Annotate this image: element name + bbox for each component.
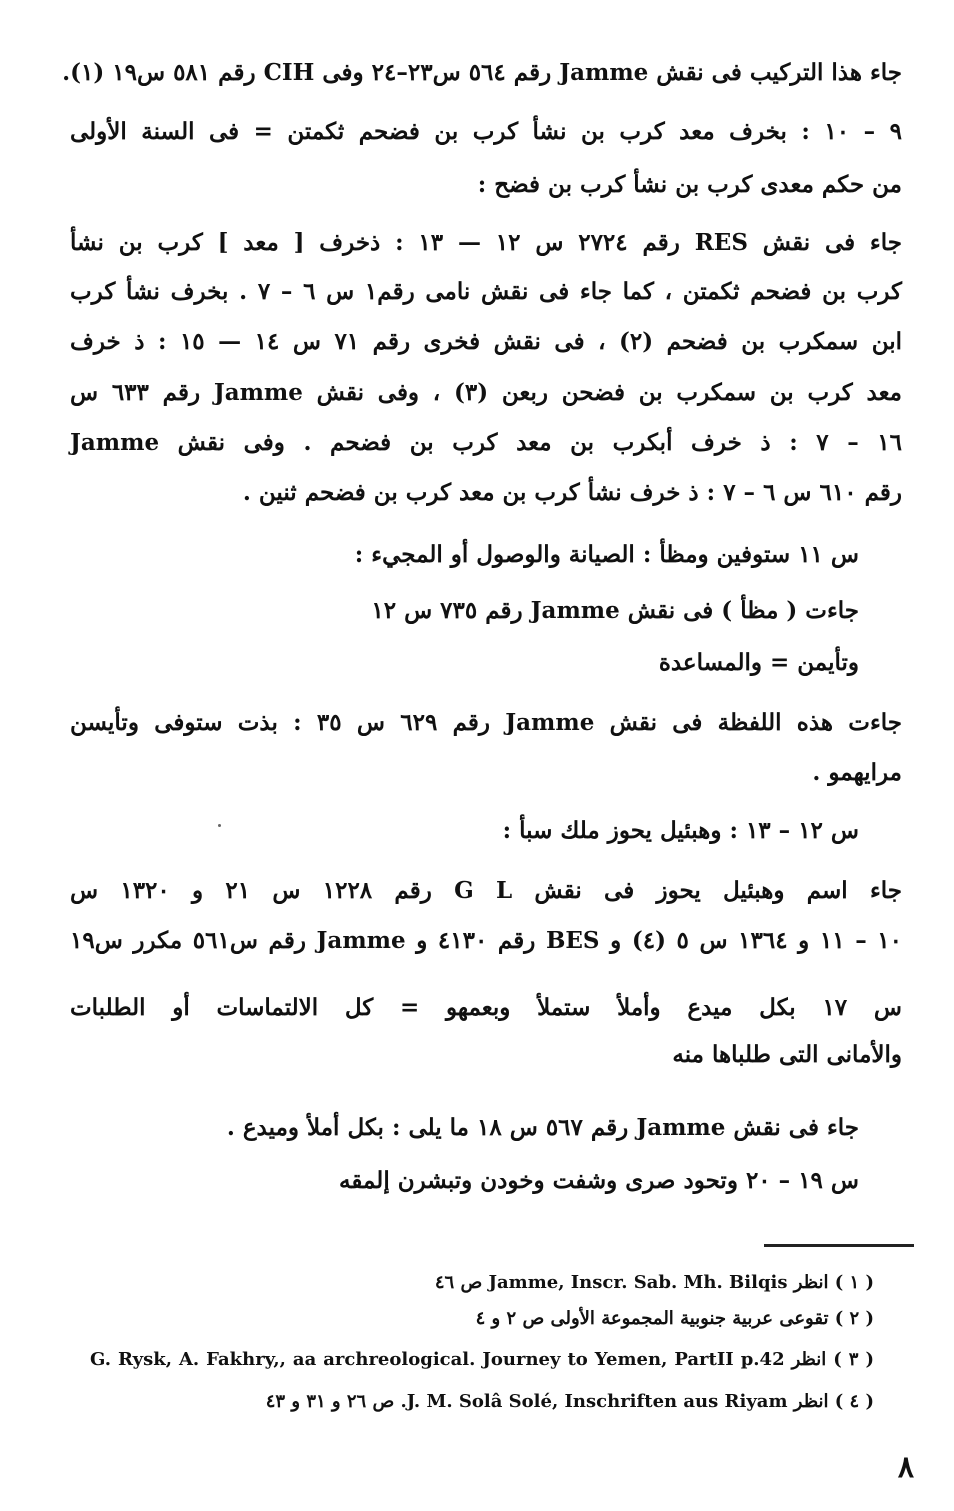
- text-line-18: س ١٧ بكل ميدع وأملأ ستملأ وبعمهو = كل الالتماسات أو الطلبات: [70, 994, 902, 1021]
- print-speck: [218, 824, 221, 827]
- text-line-7: معد كرب بن سمكرب بن فضحن ربعن (٣) ، وفى نقش Jamme رقم ٦٣٣ س: [70, 379, 902, 406]
- text-line-20: جاء فى نقش Jamme رقم ٥٦٧ س ١٨ ما يلى : بكل أملأ وميدع .: [226, 1114, 859, 1141]
- text-line-10: س ١١ ستوفين ومظأ : الصيانة والوصول أو المجيء :: [354, 541, 859, 568]
- text-line-16: جاء اسم وهبئيل يحوز فى نقش G L رقم ١٢٢٨ س ٢١ و ١٣٢٠ س: [70, 877, 902, 904]
- page-number: ٨: [897, 1450, 914, 1485]
- text-line-19: والأمانى التى طلباها منه: [672, 1041, 902, 1068]
- text-line-4: جاء فى نقش RES رقم ٢٧٢٤ س ١٢ — ١٣ : ذخرف [ معد ] كرب بن نشأ: [70, 229, 902, 256]
- text-line-6: ابن سمكرب بن فضحم (٢) ، فى نقش فخرى رقم ٧١ س ١٤ — ١٥ : ذ خرف: [70, 328, 902, 355]
- footnote-2: ( ٢ ) تقوعى عربية جنوبية المجموعة الأولى ص ٢ و ٤: [475, 1308, 874, 1329]
- text-line-17: ١٠ – ١١ و ١٣٦٤ س ٥ (٤) و BES رقم ٤١٣٠ و Jamme رقم س٥٦١ مكرر س١٩: [70, 927, 903, 954]
- footnote-3: ( ٣ ) انظر G. Rysk, A. Fakhry,, aa archreological. Journey to Yemen, PartII p.42: [90, 1349, 874, 1370]
- text-line-5: كرب بن فضحم ثكمتن ، كما جاء فى نقش نامى رقم١ س ٦ – ٧ . بخرف نشأ كرب: [70, 278, 902, 305]
- text-line-8: ١٦ – ٧ : ذ خرف أبكرب بن معد كرب بن فضحم . وفى نقش Jamme: [70, 429, 903, 456]
- footnote-separator: [764, 1244, 914, 1247]
- text-line-9: رقم ٦١٠ س ٦ – ٧ : ذ خرف نشأ كرب بن معد كرب بن فضحم ثنين .: [242, 479, 902, 506]
- text-line-13: جاءت هذه اللفظة فى نقش Jamme رقم ٦٢٩ س ٣٥ : بذت ستوفى وتأيسن: [70, 709, 902, 736]
- footnote-1: ( ١ ) انظر Jamme, Inscr. Sab. Mh. Bilqis ص ٤٦: [434, 1272, 874, 1293]
- text-line-15: س ١٢ – ١٣ : وهبئيل يحوز ملك سبأ :: [502, 817, 859, 844]
- text-line-2: ٩ – ١٠ : بخرف معد كرب بن نشأ كرب بن فضحم ثكمتن = فى السنة الأولى: [70, 118, 902, 145]
- text-line-3: من حكم معدى كرب بن نشأ كرب بن فضح :: [477, 171, 902, 198]
- text-line-11: جاءت ( مظأ ) فى نقش Jamme رقم ٧٣٥ س ١٢: [371, 597, 859, 624]
- text-line-14: مرايهمو .: [812, 759, 902, 786]
- text-line-1: جاء هذا التركيب فى نقش Jamme رقم ٥٦٤ س٢٣–٢٤ وفى CIH رقم ٥٨١ س١٩ (١).: [62, 59, 902, 86]
- text-line-12: وتأيمن = والمساعدة: [658, 649, 859, 676]
- footnote-4: ( ٤ ) انظر J. M. Solâ Solé, Inschriften aus Riyam. ص ٢٦ و ٣١ و ٤٣: [265, 1391, 874, 1412]
- text-line-21: س ١٩ – ٢٠ وتحود صرى وشفت وخودن وتبشرن إلمقه: [339, 1167, 859, 1194]
